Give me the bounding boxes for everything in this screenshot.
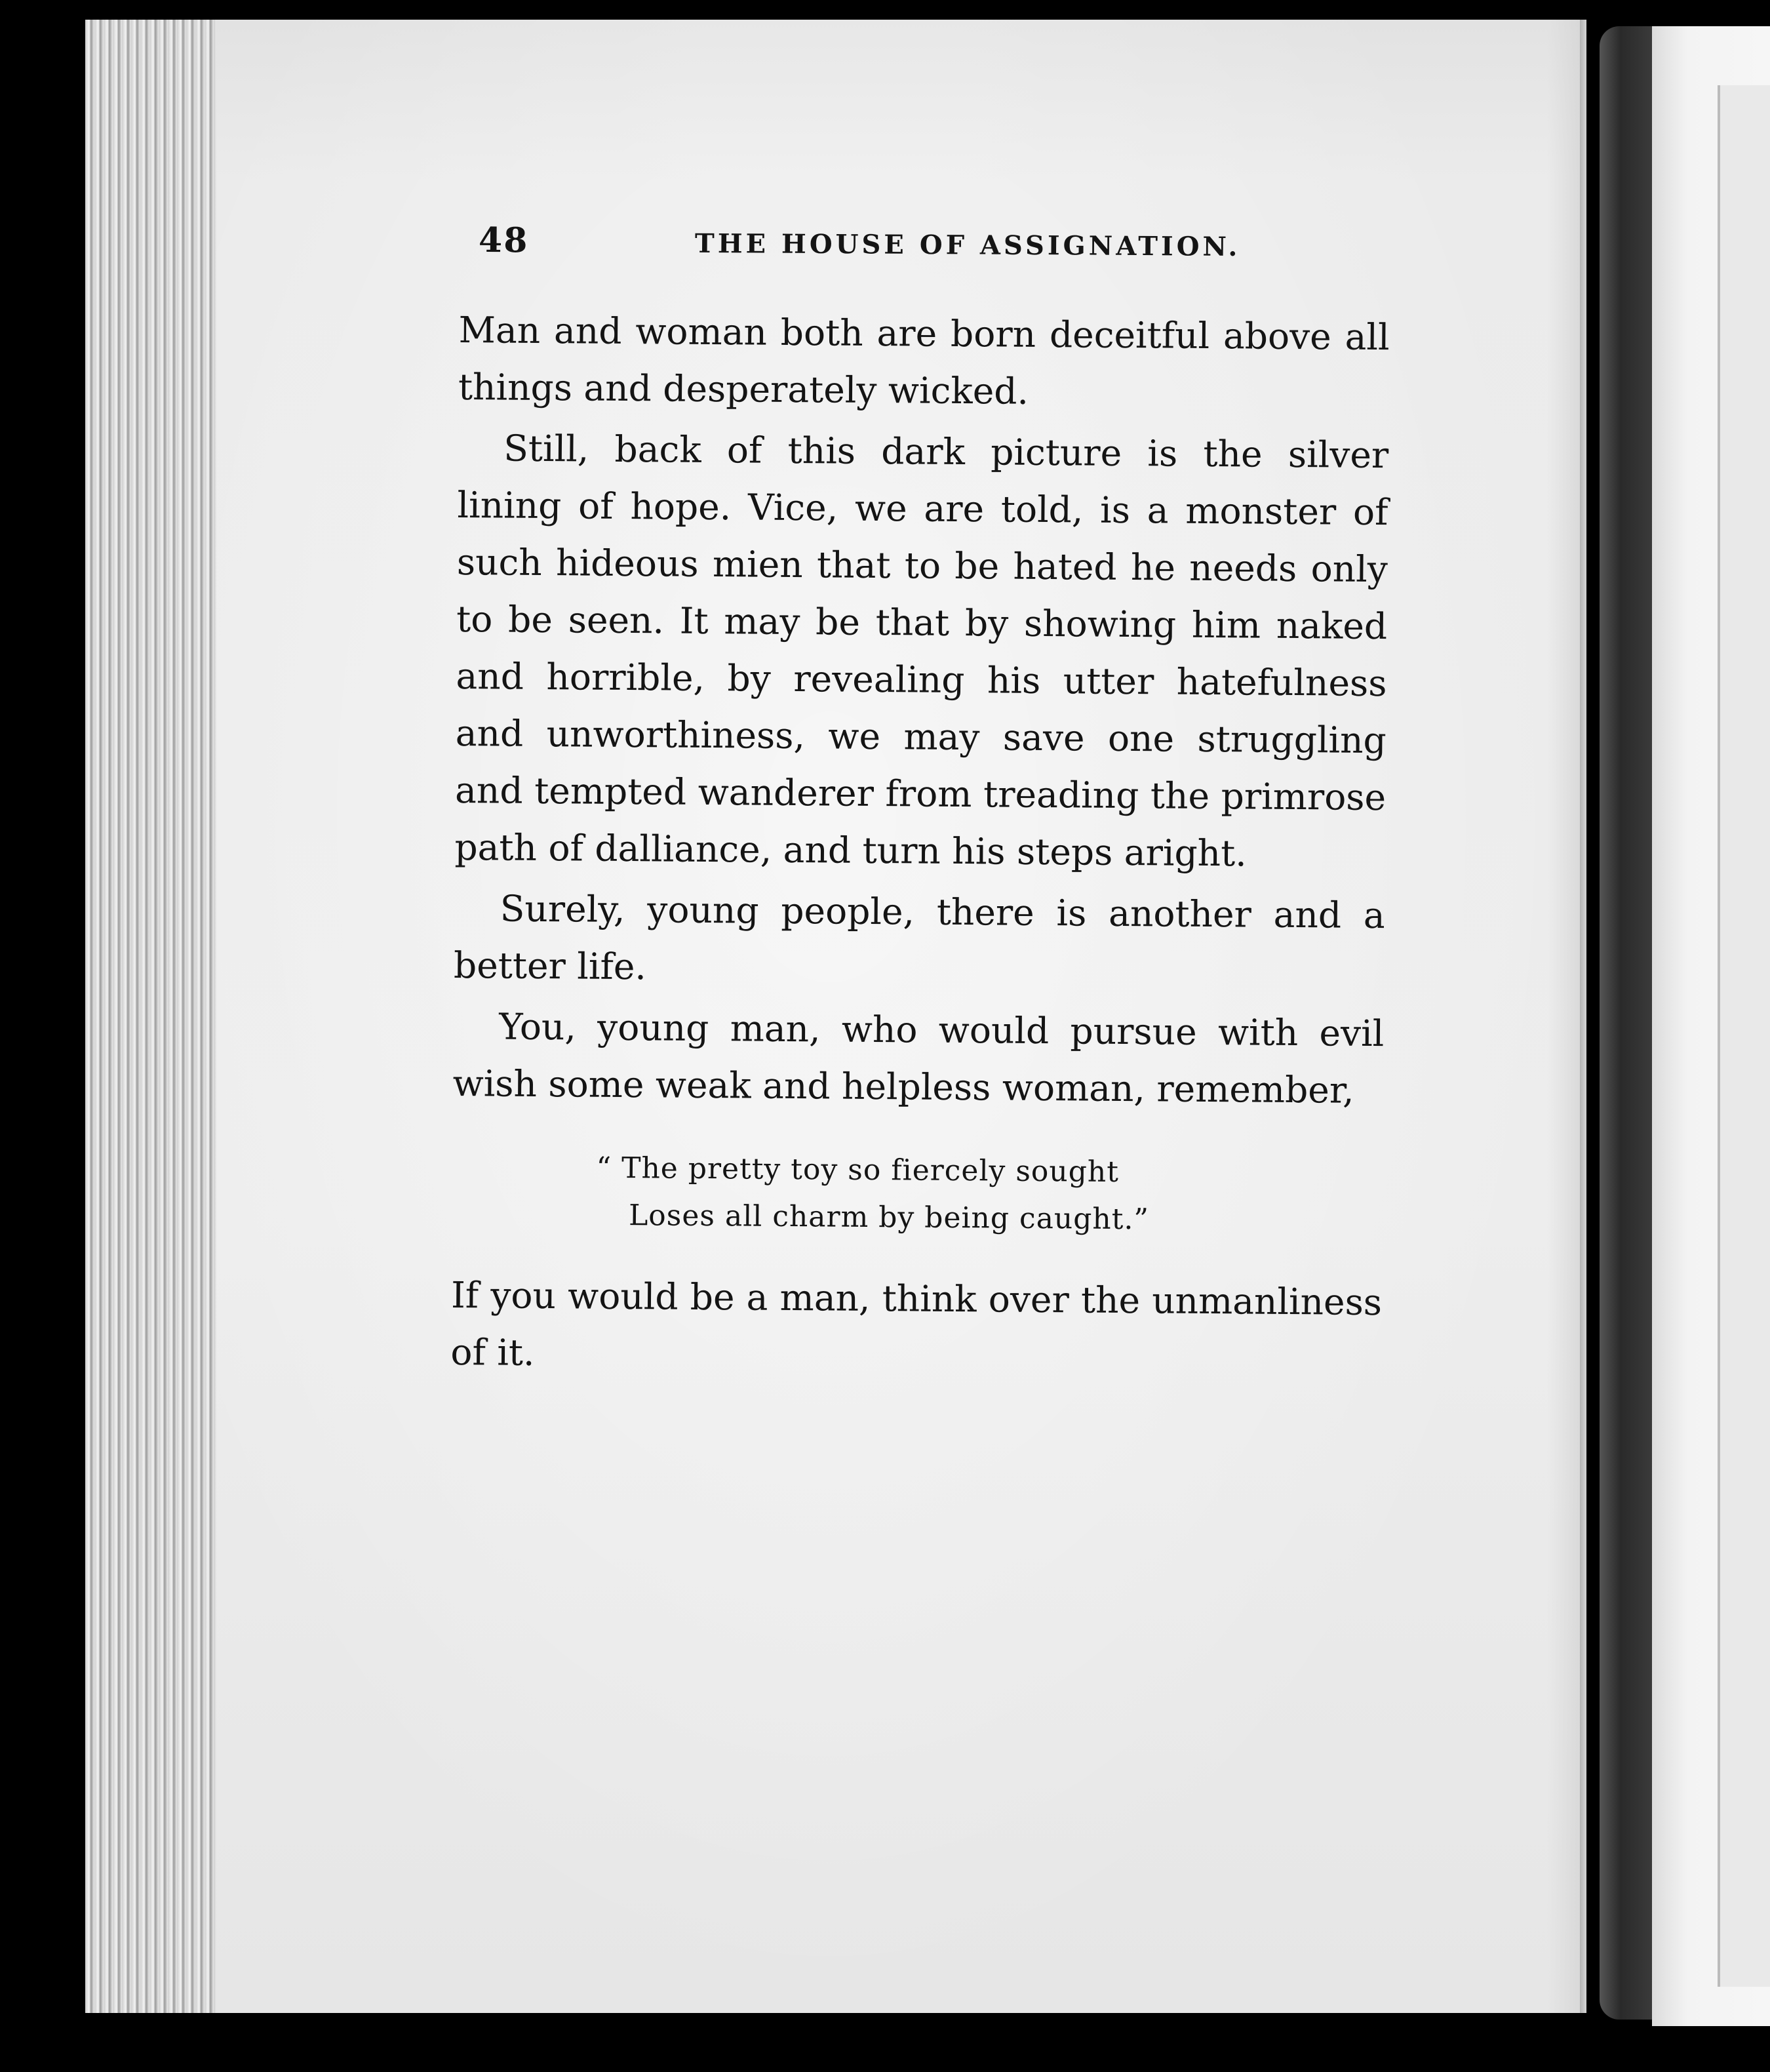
page-header [459, 214, 1390, 279]
verse-quotation [452, 1144, 1383, 1245]
facing-page-edge [1718, 85, 1770, 1987]
paragraph-5: If you would be a man, think over the unmanliness of it. [450, 1273, 1383, 1374]
paragraph-1: Man and woman both are born deceitful above all things and desperately wicked. [458, 308, 1390, 412]
body-text [450, 302, 1390, 1388]
page-number: 48 [478, 220, 529, 261]
running-head: THE HOUSE OF ASSIGNATION. [694, 228, 1241, 262]
paragraph-4: You, young man, who would pursue with evil wish some weak and helpless woman, remember, [452, 1005, 1385, 1111]
page-gutter-shadow [1547, 20, 1586, 2013]
paragraph-2: Still, back of this dark picture is the silver lining of hope. Vice, we are told, is a monster of such hideous mien that to be hated he needs only to be seen. It may be that by showing him naked and horrible, by revealing his utter hatefulness and unworthiness, we may save one struggling and tempted wanderer from treading the primrose path of dalliance, and turn his steps aright. [454, 427, 1389, 875]
book-binding [1600, 26, 1652, 2020]
paragraph-3: Surely, young people, there is another and a better life. [453, 887, 1385, 988]
verse-line-1: “ The pretty toy so fiercely sought [596, 1151, 1120, 1189]
verse-line-2: Loses all charm by being caught.” [628, 1199, 1150, 1237]
page-text-block [450, 216, 1390, 1381]
